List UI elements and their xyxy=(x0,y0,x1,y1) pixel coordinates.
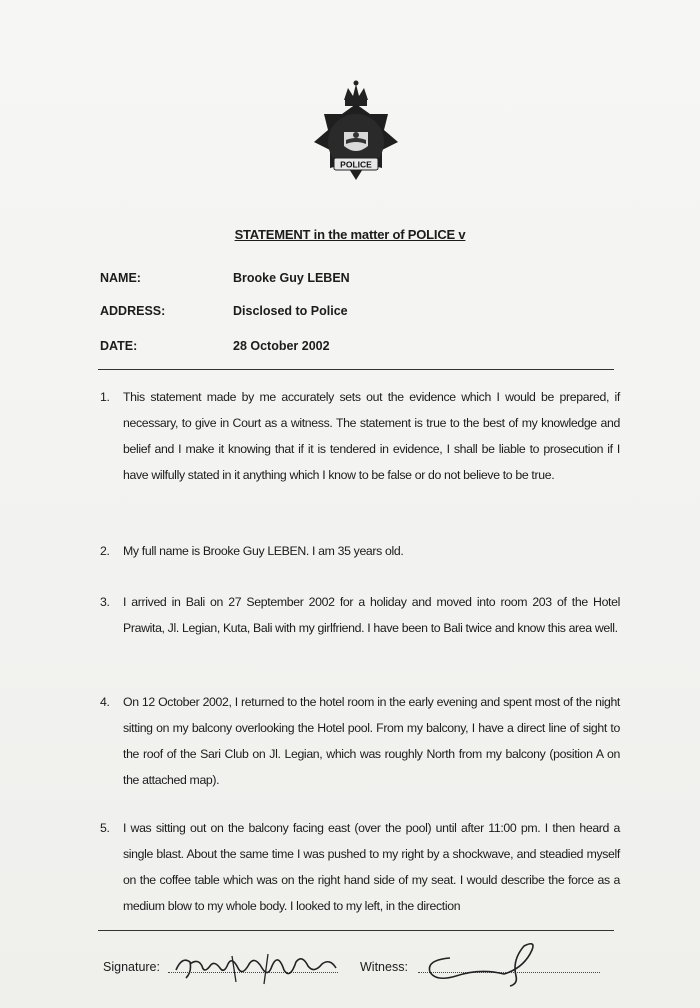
signature-mark xyxy=(172,942,342,988)
paragraph-number: 2. xyxy=(100,544,110,558)
paragraph-text: On 12 October 2002, I returned to the hotel room in the early evening and spent most of the night sitting on my balcony overlooking the Hotel pool. From my balcony, I have a direct line of sight to the roof of the Sari Club on Jl. Legian, which was roughly North from my balcony (position A on the attached map). xyxy=(123,695,620,787)
date-label: DATE: xyxy=(100,339,138,353)
date-value: 28 October 2002 xyxy=(233,339,330,353)
footer-divider xyxy=(98,930,614,931)
paragraph-number: 5. xyxy=(100,821,110,835)
address-value: Disclosed to Police xyxy=(233,304,348,318)
paragraph-text: My full name is Brooke Guy LEBEN. I am 35 years old. xyxy=(123,544,404,558)
name-value: Brooke Guy LEBEN xyxy=(233,271,350,285)
signature-label: Signature: xyxy=(103,960,160,974)
address-label: ADDRESS: xyxy=(100,304,166,318)
paragraph-number: 3. xyxy=(100,595,110,609)
witness-signature-mark xyxy=(420,938,550,992)
paragraph-number: 4. xyxy=(100,695,110,709)
paragraph-text: I was sitting out on the balcony facing east (over the pool) until after 11:00 pm. I then heard a single blast. About the same time I was pushed to my right by a shockwave, and steadied myself on the coffee table which was on the right hand side of my seat. I would describe the force as a medium blow to my whole body. I looked to my left, in the direction xyxy=(123,821,620,913)
paragraph-text: I arrived in Bali on 27 September 2002 for a holiday and moved into room 203 of the Hotel Prawita, Jl. Legian, Kuta, Bali with my girlfriend. I have been to Bali twice and know this area well. xyxy=(123,595,620,635)
paragraph-number: 1. xyxy=(100,390,110,404)
paragraph-1 xyxy=(100,384,620,488)
witness-label: Witness: xyxy=(360,960,408,974)
paragraph-3 xyxy=(100,589,620,641)
header-divider xyxy=(98,369,614,370)
crest-banner-text: POLICE xyxy=(340,159,372,170)
paragraph-text: This statement made by me accurately sets out the evidence which I would be prepared, if necessary, to give in Court as a witness. The statement is true to the best of my knowledge and belief and I make it knowing that if it is tendered in evidence, I shall be liable to prosecution if I have wilfully stated in it anything which I know to be false or do not believe to be true. xyxy=(123,390,620,482)
paragraph-5 xyxy=(100,815,620,919)
statement-heading: STATEMENT in the matter of POLICE v xyxy=(234,227,466,242)
paragraph-2 xyxy=(100,538,620,564)
police-crest-icon xyxy=(310,80,402,190)
name-label: NAME: xyxy=(100,271,141,285)
paragraph-4 xyxy=(100,689,620,793)
